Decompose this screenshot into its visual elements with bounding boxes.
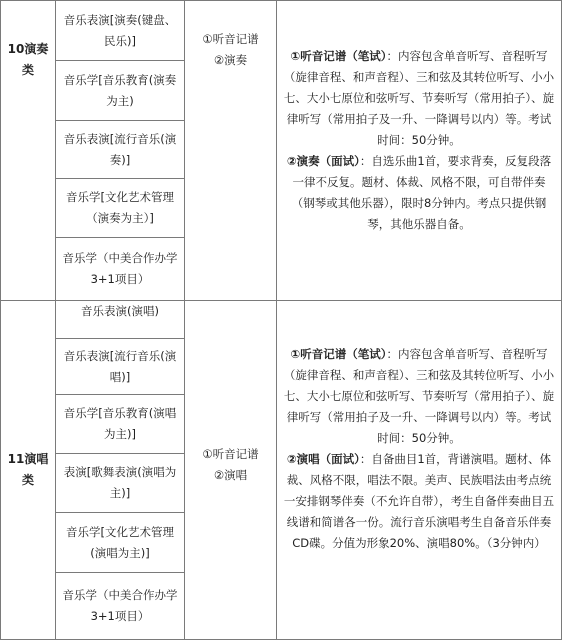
- col-line-2: [184, 0, 185, 640]
- requirements-cell: [277, 344, 561, 554]
- requirement-title: ②演奏（面试）: [286, 154, 360, 168]
- major-cell: 音乐表演(演唱): [81, 304, 159, 318]
- category-cell: 10演奏类: [7, 42, 49, 77]
- major-cell: 音乐学[文化艺术管理(演唱为主)]: [66, 524, 174, 560]
- major-cell: 音乐学（中美合作办学3+1项目）: [62, 251, 178, 286]
- requirement-title: ①听音记谱（笔试）: [290, 49, 387, 63]
- major-cell: 音乐表演[流行音乐(演奏)]: [63, 131, 177, 167]
- requirement-text: ：内容包含单音听写、音程听写（旋律音程、和声音程）、三和弦及其转位听写、小小七、大小七原位和弦听写、节奏听写（常用拍子）、旋律听写（常用拍子及一升、一降调号以内）等。考试时间：50分钟。: [283, 49, 555, 147]
- major-cell: 音乐学（中美合作办学3+1项目）: [62, 588, 178, 623]
- requirement-text: ：自备曲目1首，背谱演唱。题材、体裁、风格不限，唱法不限。美声、民族唱法由考点统一安排钢琴伴奏（不允许自带），考生自备伴奏曲目五线谱和简谱各一份。流行音乐演唱考生自备音乐伴奏CD碟。分值为形象20%、演唱80%。（3分钟内）: [283, 452, 555, 550]
- subject-item: ①听音记谱: [202, 32, 259, 46]
- subject-item: ②演奏: [213, 53, 248, 67]
- requirements-cell: [277, 46, 561, 235]
- major-cell: 表演[歌舞表演(演唱为主)]: [63, 465, 177, 500]
- requirement-title: ①听音记谱（笔试）: [290, 347, 387, 361]
- major-cell: 音乐表演[演奏(键盘、民乐)]: [63, 12, 177, 48]
- requirement-title: ②演唱（面试）: [286, 452, 360, 466]
- requirement-text: ：内容包含单音听写、音程听写（旋律音程、和声音程）、三和弦及其转位听写、小小七、大小七原位和弦听写、节奏听写（常用拍子）、旋律听写（常用拍子及一升、一降调号以内）等。考试时间：50分钟。: [283, 347, 555, 445]
- subjects-cell: [185, 440, 276, 490]
- major-cell: 音乐学[音乐教育(演奏为主): [63, 72, 177, 108]
- major-cell: 音乐表演[流行音乐(演唱)]: [63, 348, 177, 384]
- subject-item: ①听音记谱: [202, 447, 259, 461]
- major-cell: 音乐学[音乐教育(演唱为主)]: [63, 406, 177, 441]
- subject-item: ②演唱: [213, 468, 248, 482]
- requirement-text: ：自选乐曲1首，要求背奏，反复段落一律不反复。题材、体裁、风格不限，可自带伴奏（钢琴或其他乐器），限时8分钟内。考点只提供钢琴，其他乐器自备。: [291, 154, 552, 231]
- subjects-cell: [185, 20, 276, 80]
- major-cell: 音乐学[文化艺术管理（演奏为主）]: [66, 190, 174, 225]
- category-cell: 11演唱类: [7, 452, 49, 487]
